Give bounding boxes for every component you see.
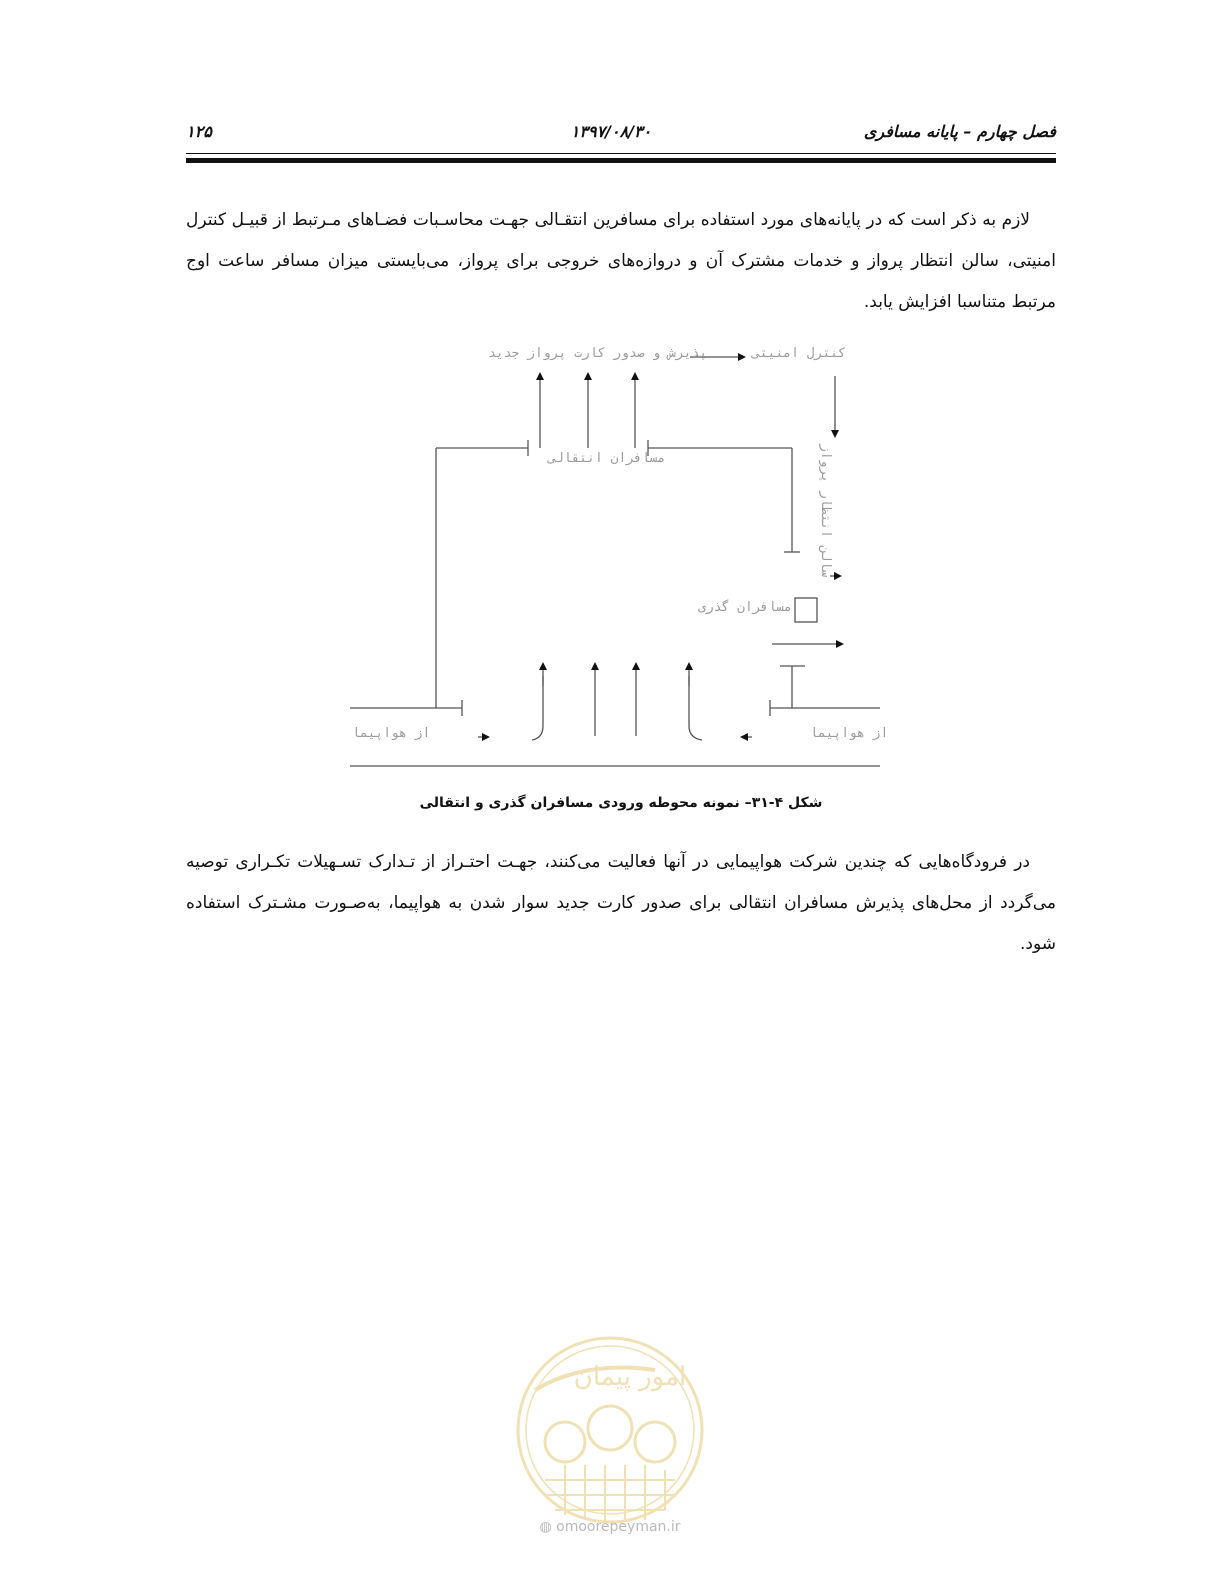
paragraph-1-text: لازم به ذکر است که در پایانه‌های مورد استفاده برای مسافرین انتقـالی جهـت محاسـبات فضـاهای مـرتبط از قبیـل کنترل امنیتی، سالن انتظار پرواز و خدمات مشترک آن و دروازه‌های خروجی برای پرواز، می‌بایستی میزان مسافر ساعت اوج مرتبط متناسبا افزایش یابد. (186, 210, 1056, 312)
watermark-url (500, 1519, 720, 1535)
figure-caption: شکل ۴-۳۱– نمونه محوطه ورودی مسافران گذری و انتقالی (419, 795, 823, 811)
paragraph-1 (186, 200, 1056, 323)
label-security-control: کنترل امنیتی (752, 346, 846, 361)
header-date: ۱۳۹۷/۰۸/۳۰ (570, 122, 652, 141)
watermark-url-text: omoorepeyman.ir (556, 1519, 681, 1535)
page-number: ۱۲۵ (186, 122, 212, 141)
paragraph-2-text: در فرودگاه‌هایی که چندین شرکت هواپیمایی در آنها فعالیت می‌کنند، جهـت احتـراز از تـدارک تسـهیلات تکـراری توصیه می‌گردد از محل‌های پذیرش مسافران انتقالی برای صدور کارت جدید سوار شدن به هواپیما، به‌صـورت مشـترک استفاده شود. (186, 852, 1056, 954)
globe-icon: ◍ (539, 1519, 552, 1535)
label-from-aircraft-left: از هواپیما (352, 726, 431, 741)
header-rule-thick (186, 158, 1056, 163)
paragraph-2 (186, 842, 1056, 965)
label-new-boarding-card: پذیرش و صدور کارت پرواز جدید (488, 346, 708, 361)
transit-box (795, 598, 817, 622)
label-transit-passengers: مسافران گذری (698, 600, 792, 615)
watermark-logo-text: امور پیمان (573, 1362, 687, 1392)
diagram-lines (340, 336, 890, 781)
watermark-logo (505, 1330, 715, 1540)
passenger-flow-diagram (340, 336, 890, 781)
arrow-bottom-4 (689, 676, 702, 740)
chapter-title: فصل چهارم – پایانه مسافری (863, 122, 1056, 141)
arrow-bottom-1 (532, 676, 543, 740)
label-from-aircraft-right: از هواپیما (810, 726, 889, 741)
label-transfer-passengers: مسافران انتقالی (548, 451, 666, 466)
label-departure-lounge: سالن انتظار پرواز (818, 444, 833, 578)
header-rule-thin (186, 153, 1056, 154)
page-header (186, 118, 1056, 146)
